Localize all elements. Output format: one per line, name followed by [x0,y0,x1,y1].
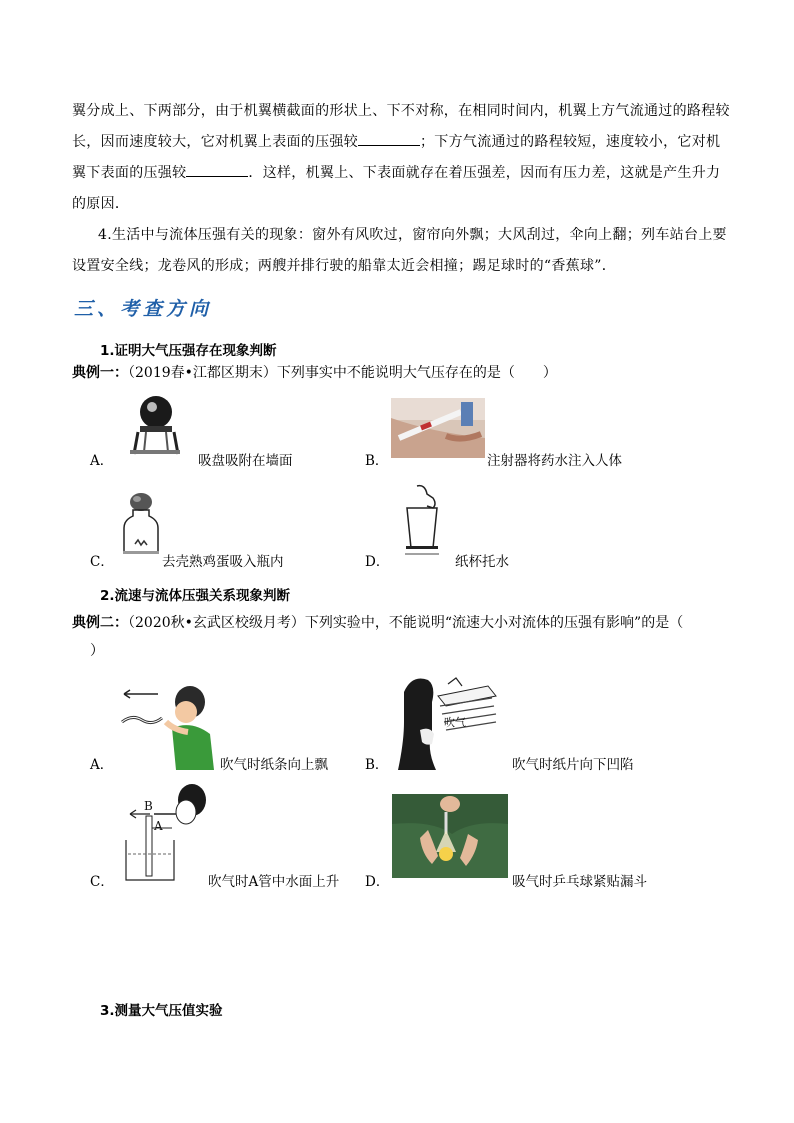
blowing-paper-strip-image [118,680,218,770]
option-2a-letter[interactable]: A． [90,757,114,773]
suction-cup-image [130,392,180,458]
section-title: 三、考查方向 [74,298,213,320]
blowing-paper-bridge-image [396,672,500,770]
intro-line-1: 翼分成上、下两部分，由于机翼横截面的形状上、下不对称，在相同时间内，机翼上方气流通过的路程较 [72,103,730,119]
option-2a-caption: 吹气时纸条向上飘 [220,757,328,773]
intro-line-2: 长，因而速度较大，它对机翼上表面的压强较 ；下方气流通过的路程较短，速度较小，它对机 [72,127,732,158]
blowing-a-tube-image [120,780,212,886]
item-4-line-1: 4.生活中与流体压强有关的现象：窗外有风吹过，窗帘向外飘；大风刮过，伞向上翻；列车站台上要 [98,227,727,243]
blow-label: 吹气 [444,716,466,729]
option-2b-caption: 吹气时纸片向下凹陷 [512,757,634,773]
option-1d-caption: 纸杯托水 [455,554,509,570]
syringe-injection-image [391,398,485,458]
example-2-question-end: ） [90,643,104,659]
option-1c-letter[interactable]: C． [90,554,114,570]
intro-line-4: 的原因． [72,196,130,212]
option-1c-caption: 去壳熟鸡蛋吸入瓶内 [162,554,284,570]
subsection-3-title: 3.测量大气压值实验 [100,1003,223,1019]
option-2d-caption: 吸气时乒乓球紧贴漏斗 [512,874,647,890]
option-1b-letter[interactable]: B． [365,453,389,469]
funnel-ping-pong-image [392,794,508,878]
option-2b-letter[interactable]: B． [365,757,389,773]
example-1-question: 典例一：（2019春•江都区期末）下列事实中不能说明大气压存在的是（ ） [72,365,557,381]
option-2d-letter[interactable]: D． [365,874,390,890]
subsection-2-title: 2.流速与流体压强关系现象判断 [100,588,291,604]
option-1a-caption: 吸盘吸附在墙面 [198,453,293,469]
option-2c-letter[interactable]: C． [90,874,114,890]
option-1b-caption: 注射器将药水注入人体 [487,453,622,469]
egg-in-bottle-image [120,492,162,556]
option-1a-letter[interactable]: A． [90,453,114,469]
answer-blank-2[interactable] [186,162,248,177]
answer-blank-1[interactable] [358,131,420,146]
tube-b-label: B [144,799,153,813]
example-2-question: 典例二：（2020秋•玄武区校级月考）下列实验中，不能说明“流速大小对流体的压强有影响”的是（ [72,615,684,631]
paper-cup-water-image [397,484,447,558]
item-4-line-2: 设置安全线；龙卷风的形成；两艘并排行驶的船靠太近会相撞；踢足球时的“香蕉球”． [72,258,617,274]
intro-line-3: 翼下表面的压强较 ．这样，机翼上、下表面就存在着压强差，因而有压力差，这就是产生升力 [72,158,732,189]
option-2c-caption: 吹气时A管中水面上升 [208,874,340,890]
option-1d-letter[interactable]: D． [365,554,390,570]
tube-a-label: A [154,819,163,833]
subsection-1-title: 1.证明大气压强存在现象判断 [100,343,277,359]
intro-paragraph [72,96,732,282]
